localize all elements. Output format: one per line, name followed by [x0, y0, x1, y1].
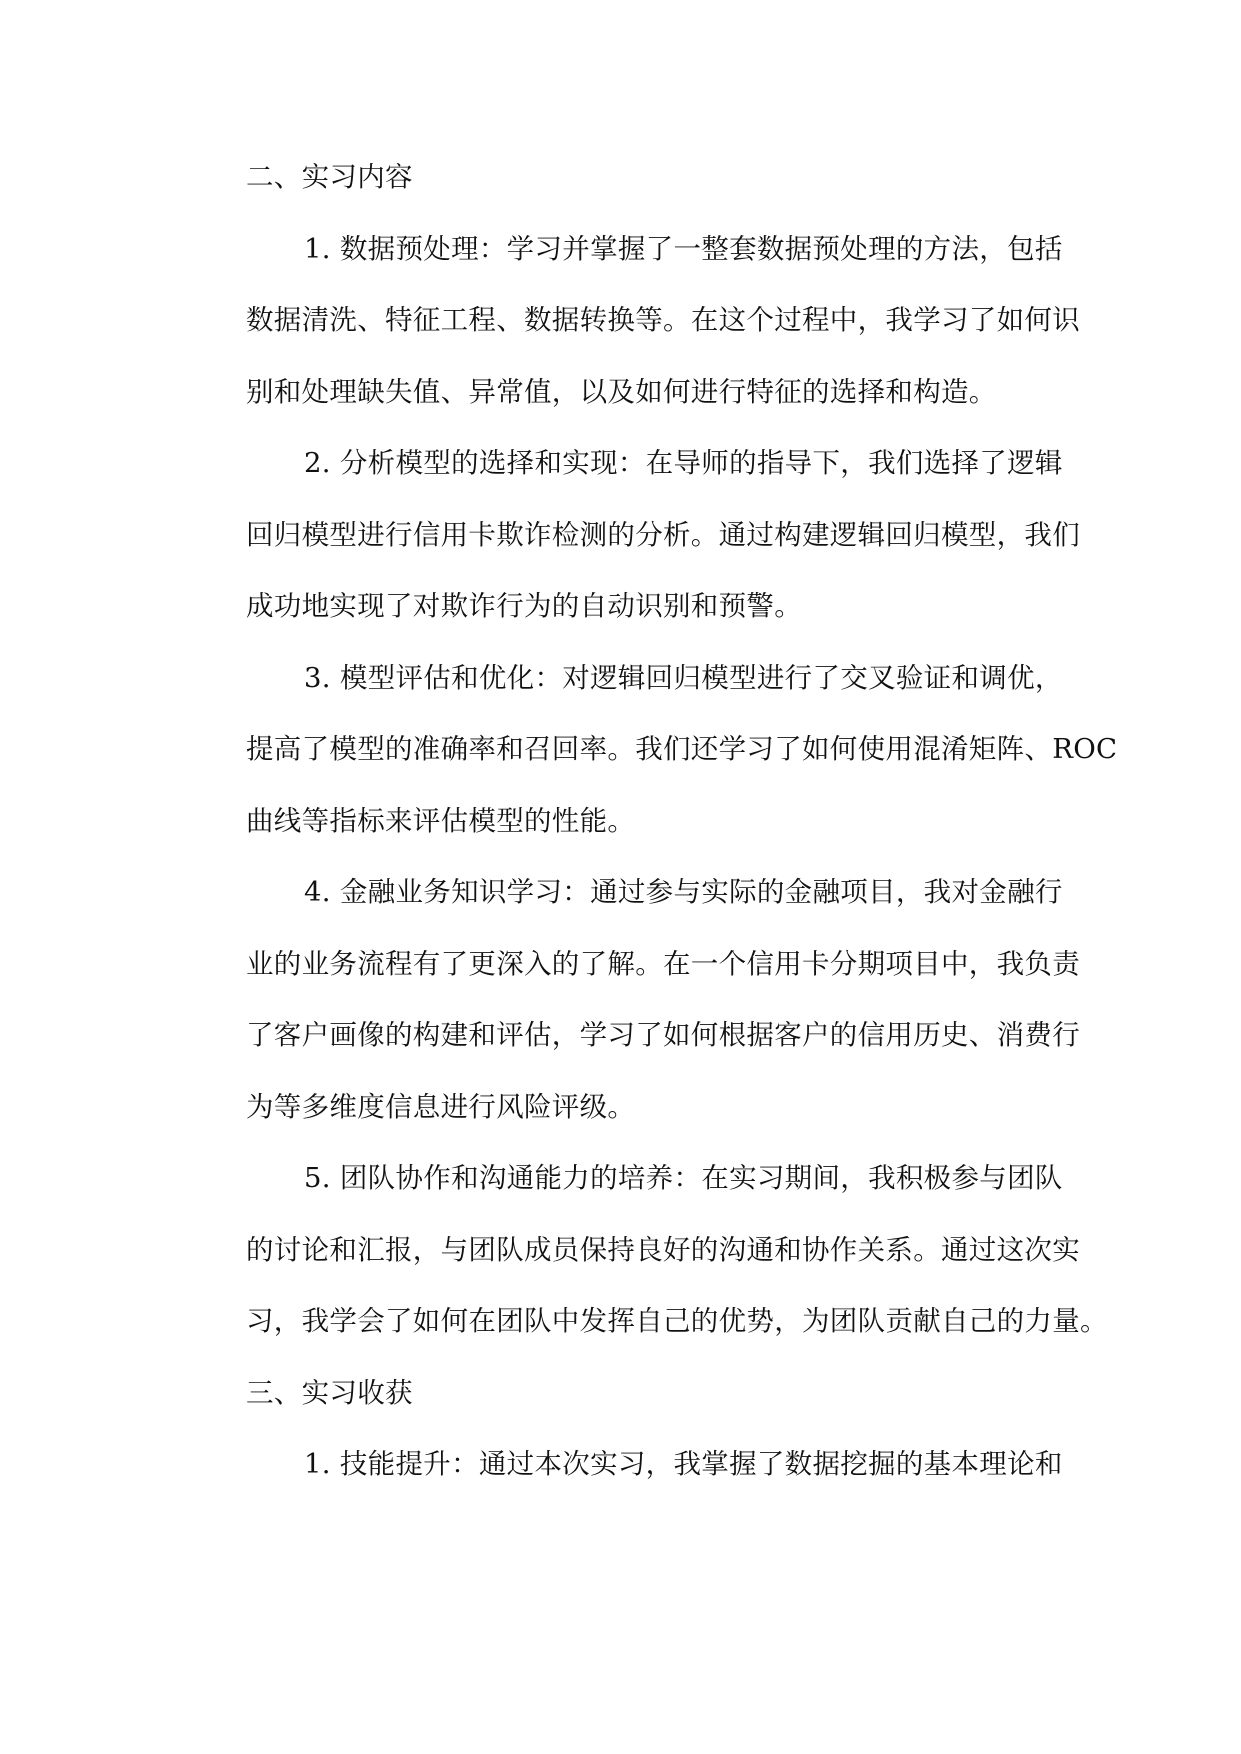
paragraph-line: 为等多维度信息进行风险评级。	[246, 1090, 636, 1123]
section-heading: 二、实习内容	[246, 161, 413, 193]
list-item	[188, 1429, 1063, 1501]
document-body	[188, 142, 1118, 1501]
paragraph-line: 曲线等指标来评估模型的性能。	[246, 804, 636, 837]
paragraph-line: 提高了模型的准确率和召回率。我们还学习了如何使用混淆矩阵、ROC	[246, 733, 1118, 765]
paragraph-line: 1. 技能提升：通过本次实习，我掌握了数据挖掘的基本理论和	[304, 1448, 1063, 1480]
paragraph-line: 的讨论和汇报，与团队成员保持良好的沟通和协作关系。通过这次实	[246, 1233, 1080, 1266]
paragraph-line: 1. 数据预处理：学习并掌握了一整套数据预处理的方法，包括	[304, 232, 1063, 265]
paragraph-line: 别和处理缺失值、异常值，以及如何进行特征的选择和构造。	[246, 375, 997, 408]
list-item	[188, 643, 1118, 858]
list-item	[188, 1143, 1108, 1358]
paragraph-line: 2. 分析模型的选择和实现：在导师的指导下，我们选择了逻辑	[304, 447, 1063, 479]
paragraph-line: 数据清洗、特征工程、数据转换等。在这个过程中，我学习了如何识	[246, 304, 1080, 336]
paragraph-line: 习，我学会了如何在团队中发挥自己的优势，为团队贡献自己的力量。	[246, 1305, 1108, 1337]
paragraph-line: 3. 模型评估和优化：对逻辑回归模型进行了交叉验证和调优，	[304, 661, 1063, 694]
paragraph-line: 成功地实现了对欺诈行为的自动识别和预警。	[246, 590, 802, 622]
paragraph-line: 4. 金融业务知识学习：通过参与实际的金融项目，我对金融行	[304, 876, 1063, 908]
paragraph-line: 回归模型进行信用卡欺诈检测的分析。通过构建逻辑回归模型，我们	[246, 518, 1080, 551]
paragraph-line: 了客户画像的构建和评估，学习了如何根据客户的信用历史、消费行	[246, 1019, 1080, 1051]
list-item	[188, 857, 1080, 1143]
section-heading: 三、实习收获	[246, 1376, 413, 1409]
paragraph-line: 5. 团队协作和沟通能力的培养：在实习期间，我积极参与团队	[304, 1162, 1063, 1194]
paragraph-line: 业的业务流程有了更深入的了解。在一个信用卡分期项目中，我负责	[246, 947, 1080, 980]
list-item	[188, 214, 1080, 429]
list-item	[188, 428, 1080, 643]
